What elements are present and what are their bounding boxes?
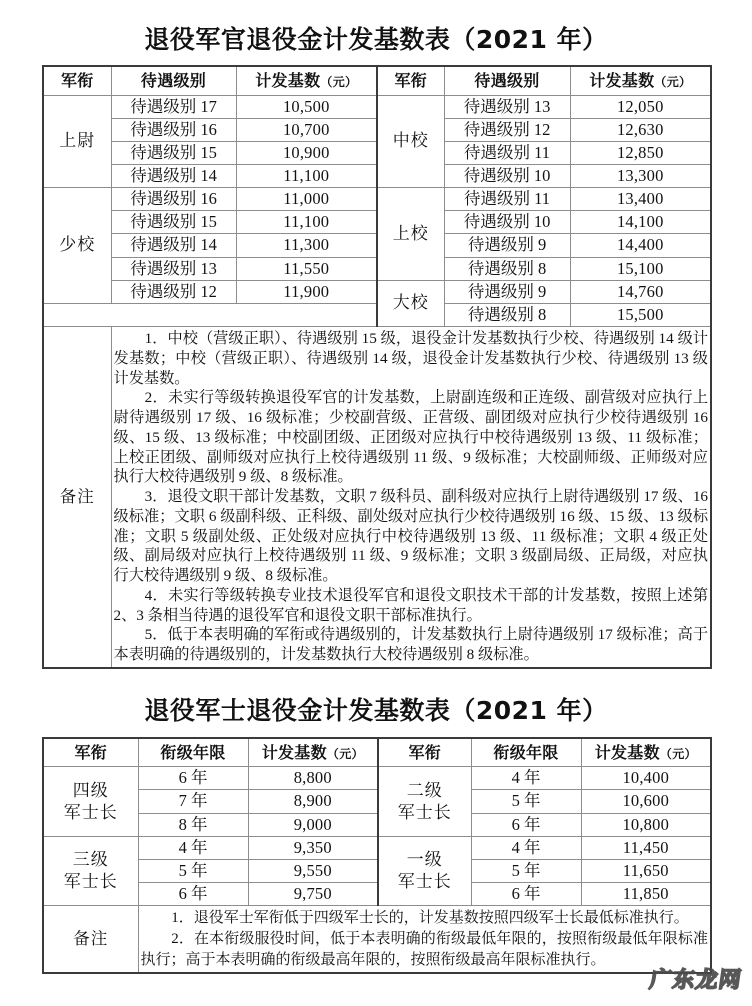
- level-cell: 待遇级别 8: [444, 257, 570, 280]
- level-cell: 待遇级别 12: [444, 118, 570, 141]
- header-rank-left: 军衔: [43, 66, 111, 95]
- level-cell: 待遇级别 12: [111, 280, 236, 303]
- header-base-left: [236, 66, 377, 95]
- note-item: 5．低于本表明确的军衔或待遇级别的，计发基数执行上尉待遇级别 17 级标准；高于本表明确的待遇级别的，计发基数执行大校待遇级别 8 级标准。: [113, 626, 708, 663]
- page-title-officers: 退役军官退役金计发基数表（2021 年）: [144, 25, 608, 54]
- note-item: 2．在本衔级服役时间，低于本表明确的衔级最低年限的，按照衔级最低年限标准执行；高于本表明确的衔级最高年限的，按照衔级最高年限标准执行。: [140, 930, 708, 968]
- table-row: [43, 859, 711, 882]
- base-cell: 10,700: [236, 118, 377, 141]
- base-cell: 14,100: [570, 211, 711, 234]
- rank-line-1: 四级: [72, 780, 109, 800]
- sergeants-table: [42, 737, 712, 975]
- base-cell: 14,760: [570, 280, 711, 303]
- level-cell: 待遇级别 15: [111, 211, 236, 234]
- notes-body: [111, 327, 711, 668]
- header-base-left-text: 计发基数: [261, 742, 327, 762]
- rank-line-1: 三级: [72, 850, 109, 870]
- header-base-right: [581, 738, 711, 767]
- table-row: [43, 95, 711, 118]
- rank-cell-daxiao: 大校: [377, 280, 444, 326]
- level-cell: 待遇级别 10: [444, 211, 570, 234]
- officers-table: [42, 65, 712, 669]
- header-rank-right: 军衔: [378, 738, 471, 767]
- level-cell: 待遇级别 13: [111, 257, 236, 280]
- level-cell: 待遇级别 8: [444, 303, 570, 326]
- base-cell: 13,400: [570, 188, 711, 211]
- base-cell: 9,000: [248, 813, 378, 836]
- header-base-left-text: 计发基数: [255, 71, 321, 90]
- level-cell: 待遇级别 11: [444, 188, 570, 211]
- years-cell: 6 年: [138, 767, 248, 790]
- years-cell: 6 年: [471, 883, 581, 906]
- rank-cell-yijijunshizhang: [378, 836, 471, 905]
- years-cell: 8 年: [138, 813, 248, 836]
- base-cell: 11,550: [236, 257, 377, 280]
- header-base-right-unit: （元）: [654, 75, 692, 89]
- notes-body: [138, 906, 711, 974]
- base-cell: 12,630: [570, 118, 711, 141]
- level-cell: 待遇级别 16: [111, 188, 236, 211]
- officers-table-wrapper: [42, 65, 710, 669]
- header-level-left: 待遇级别: [111, 66, 236, 95]
- base-cell: 15,500: [570, 303, 711, 326]
- rank-line-1: 一级: [406, 850, 443, 870]
- base-cell: 9,350: [248, 836, 378, 859]
- rank-cell-shangxiao: 上校: [377, 188, 444, 281]
- site-watermark: 广东龙网: [647, 968, 744, 993]
- base-cell: 11,100: [236, 211, 377, 234]
- header-rank-right: 军衔: [377, 66, 444, 95]
- note-item: 2．未实行等级转换退役军官的计发基数，上尉副连级和正连级、副营级对应执行上尉待遇级别 17 级、16 级标准；少校副营级、正营级、副团级对应执行少校待遇级别 16 级、15 级、13 级标准；中校副团级、正团级对应执行中校待遇级别 13 级、11 级标准；上校正团级、副师级对应执行上校待遇级别 11 级、9 级标准；大校副师级、正师级对应执行大校待遇级别 9 级、8 级标准。: [113, 389, 708, 486]
- header-level-right: 待遇级别: [444, 66, 570, 95]
- sergeants-table-header-row: [43, 738, 711, 767]
- base-cell: 10,400: [581, 767, 711, 790]
- table-row: [43, 790, 711, 813]
- header-base-right-unit: （元）: [659, 746, 697, 761]
- note-item: 3．退役文职干部计发基数，文职 7 级科员、副科级对应执行上尉待遇级别 17 级、16 级标准；文职 6 级副科级、正科级、副处级对应执行少校待遇级别 16 级、15 级、13 级标准；文职 5 级副处级、正处级对应执行中校待遇级别 13 级、11 级标准；文职 4 级正处级、副局级对应执行上校待遇级别 11 级、9 级标准；文职 3 级副局级、正局级，对应执行大校待遇级别 9 级、8 级标准。: [113, 488, 708, 584]
- header-base-left-unit: （元）: [320, 75, 358, 89]
- level-cell: 待遇级别 10: [444, 165, 570, 188]
- base-cell: 9,550: [248, 859, 378, 882]
- base-cell: 12,850: [570, 141, 711, 164]
- base-cell: 8,800: [248, 767, 378, 790]
- years-cell: 4 年: [138, 836, 248, 859]
- empty-spacer-cell: [43, 303, 377, 326]
- base-cell: 8,900: [248, 790, 378, 813]
- base-cell: 11,300: [236, 234, 377, 257]
- years-cell: 6 年: [471, 813, 581, 836]
- years-cell: 4 年: [471, 767, 581, 790]
- rank-cell-zhongxiao: 中校: [377, 95, 444, 188]
- rank-cell-sanjijunshizhang: [43, 836, 138, 905]
- header-years-right: 衔级年限: [471, 738, 581, 767]
- base-cell: 10,600: [581, 790, 711, 813]
- base-cell: 10,500: [236, 95, 377, 118]
- officers-notes-row: [43, 327, 711, 668]
- table-row: [43, 188, 711, 211]
- table-row: [43, 280, 711, 303]
- sergeants-table-wrapper: [42, 737, 710, 975]
- rank-cell-shangwei: 上尉: [43, 95, 111, 188]
- base-cell: 14,400: [570, 234, 711, 257]
- header-years-left: 衔级年限: [138, 738, 248, 767]
- base-cell: 15,100: [570, 257, 711, 280]
- note-item: 1．退役军士军衔低于四级军士长的，计发基数按照四级军士长最低标准执行。: [171, 910, 689, 927]
- level-cell: 待遇级别 13: [444, 95, 570, 118]
- level-cell: 待遇级别 9: [444, 280, 570, 303]
- years-cell: 7 年: [138, 790, 248, 813]
- sergeants-notes-row: [43, 906, 711, 974]
- level-cell: 待遇级别 15: [111, 141, 236, 164]
- base-cell: 11,900: [236, 280, 377, 303]
- officers-table-header-row: [43, 66, 711, 95]
- rank-line-2: 军士长: [63, 871, 118, 891]
- years-cell: 6 年: [138, 883, 248, 906]
- header-base-right-text: 计发基数: [594, 742, 660, 762]
- rank-line-2: 军士长: [397, 802, 452, 822]
- header-base-left-unit: （元）: [326, 746, 364, 761]
- base-cell: 11,100: [236, 165, 377, 188]
- level-cell: 待遇级别 14: [111, 165, 236, 188]
- rank-cell-erjijunshizhang: [378, 767, 471, 836]
- base-cell: 11,850: [581, 883, 711, 906]
- header-base-right-text: 计发基数: [589, 71, 655, 90]
- note-item: 4．未实行等级转换专业技术退役军官和退役文职技术干部的计发基数，按照上述第 2、3 条相当待遇的退役军官和退役文职干部标准执行。: [113, 586, 708, 624]
- base-cell: 12,050: [570, 95, 711, 118]
- note-item: 1．中校（营级正职）、待遇级别 15 级，退役金计发基数执行少校、待遇级别 14 级计发基数；中校（营级正职）、待遇级别 14 级，退役金计发基数执行少校、待遇级别 13 级计发基数。: [113, 330, 708, 387]
- notes-label: 备注: [43, 327, 111, 668]
- base-cell: 11,000: [236, 188, 377, 211]
- header-base-left: [248, 738, 378, 767]
- rank-cell-shaoxiao: 少校: [43, 188, 111, 304]
- base-cell: 10,800: [581, 813, 711, 836]
- level-cell: 待遇级别 14: [111, 234, 236, 257]
- rank-line-2: 军士长: [397, 871, 452, 891]
- level-cell: 待遇级别 9: [444, 234, 570, 257]
- header-base-right: [570, 66, 711, 95]
- base-cell: 10,900: [236, 141, 377, 164]
- base-cell: 13,300: [570, 165, 711, 188]
- page-title-sergeants: 退役军士退役金计发基数表（2021 年）: [144, 695, 608, 725]
- table-row: [43, 767, 711, 790]
- table-row: [43, 883, 711, 906]
- notes-label: 备注: [43, 906, 138, 974]
- rank-line-2: 军士长: [63, 802, 118, 822]
- years-cell: 5 年: [138, 859, 248, 882]
- rank-cell-sijijunshizhang: [43, 767, 138, 836]
- base-cell: 11,450: [581, 836, 711, 859]
- years-cell: 5 年: [471, 859, 581, 882]
- base-cell: 11,650: [581, 859, 711, 882]
- base-cell: 9,750: [248, 883, 378, 906]
- level-cell: 待遇级别 17: [111, 95, 236, 118]
- header-rank-left: 军衔: [43, 738, 138, 767]
- table-row: [43, 813, 711, 836]
- level-cell: 待遇级别 11: [444, 141, 570, 164]
- years-cell: 4 年: [471, 836, 581, 859]
- years-cell: 5 年: [471, 790, 581, 813]
- level-cell: 待遇级别 16: [111, 118, 236, 141]
- table-row: [43, 836, 711, 859]
- rank-line-1: 二级: [406, 780, 443, 800]
